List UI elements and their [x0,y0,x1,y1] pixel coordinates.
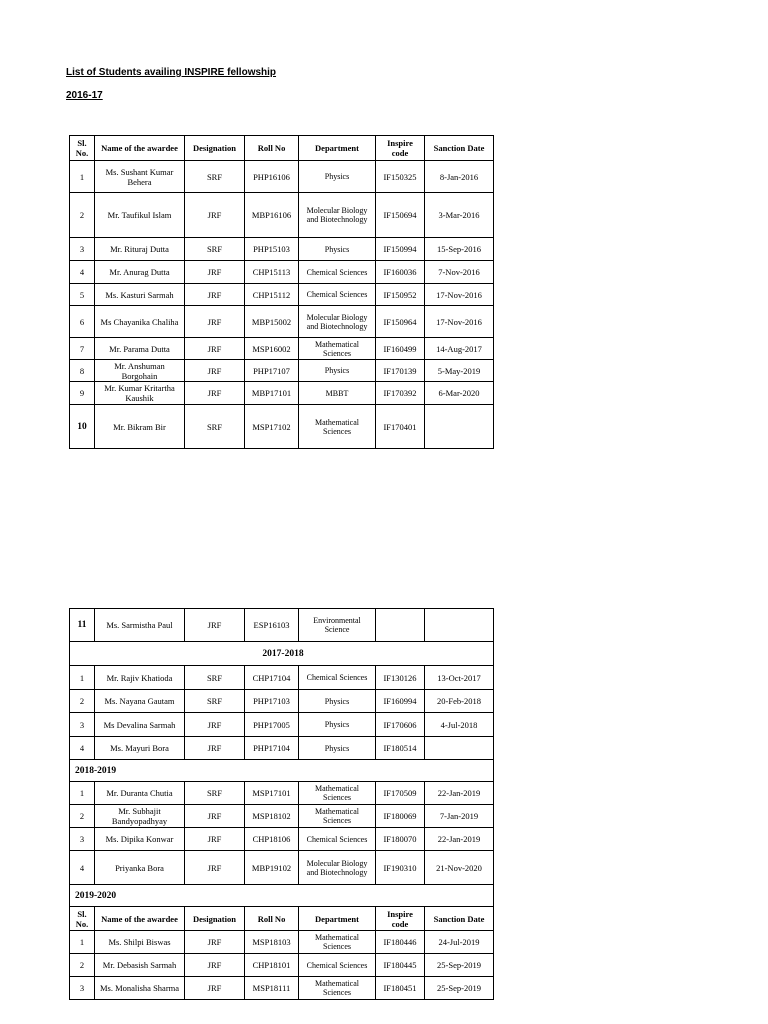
inspire-code-cell: IF160036 [376,261,425,284]
inspire-code-cell: IF130126 [376,666,425,690]
table-row [70,931,494,954]
table-row [70,737,494,760]
designation-cell: JRF [185,338,245,360]
fellowship-table-2016-17 [69,135,494,449]
sanction-date-cell: 8-Jan-2016 [425,161,494,193]
awardee-name-cell: Mr. Subhajit Bandyopadhyay [95,805,185,828]
designation-cell: SRF [185,690,245,713]
sanction-date-cell: 13-Oct-2017 [425,666,494,690]
table-row [70,805,494,828]
sanction-date-cell: 3-Mar-2016 [425,193,494,238]
department-cell: MBBT [299,382,376,405]
sanction-date-cell: 20-Feb-2018 [425,690,494,713]
roll-no-cell: PHP17005 [245,713,299,737]
designation-cell: SRF [185,238,245,261]
sanction-date-cell: 22-Jan-2019 [425,828,494,851]
document-title: List of Students availing INSPIRE fellowship [66,67,277,78]
roll-no-cell: MBP15002 [245,306,299,338]
department-cell: Physics [299,713,376,737]
awardee-name-cell: Ms. Kasturi Sarmah [95,284,185,306]
table-row [70,713,494,737]
department-cell: Physics [299,161,376,193]
designation-cell: JRF [185,382,245,405]
inspire-code-cell: IF160994 [376,690,425,713]
department-cell: Mathematical Sciences [299,405,376,449]
roll-no-cell: MSP18103 [245,931,299,954]
header-roll-no: Roll No [245,907,299,931]
sl-no-cell: 2 [70,954,95,977]
sl-no-cell: 1 [70,161,95,193]
awardee-name-cell: Mr. Bikram Bir [95,405,185,449]
sl-no-cell: 1 [70,931,95,954]
table-row [70,382,494,405]
sanction-date-cell [425,405,494,449]
table-row [70,405,494,449]
sl-no-cell: 1 [70,666,95,690]
inspire-code-cell: IF180445 [376,954,425,977]
designation-cell: JRF [185,954,245,977]
sl-no-cell: 10 [70,405,95,449]
roll-no-cell: CHP18101 [245,954,299,977]
roll-no-cell: MSP16002 [245,338,299,360]
inspire-code-cell: IF170401 [376,405,425,449]
section-heading: 2019-2020 [70,885,494,907]
table-row [70,338,494,360]
sl-no-cell: 3 [70,828,95,851]
roll-no-cell: PHP17107 [245,360,299,382]
awardee-name-cell: Ms Devalina Sarmah [95,713,185,737]
awardee-name-cell: Mr. Rajiv Khatioda [95,666,185,690]
awardee-name-cell: Mr. Parama Dutta [95,338,185,360]
sl-no-cell: 3 [70,238,95,261]
awardee-name-cell: Mr. Debasish Sarmah [95,954,185,977]
designation-cell: JRF [185,977,245,1000]
awardee-name-cell: Priyanka Bora [95,851,185,885]
awardee-name-cell: Mr. Rituraj Dutta [95,238,185,261]
inspire-code-cell: IF150694 [376,193,425,238]
table-row [70,690,494,713]
header-roll-no: Roll No [245,136,299,161]
header-sl-no: Sl. No. [70,907,95,931]
inspire-code-cell: IF180069 [376,805,425,828]
department-cell: Molecular Biology and Biotechnology [299,306,376,338]
department-cell: Chemical Sciences [299,828,376,851]
table-row [70,782,494,805]
awardee-name-cell: Mr. Taufikul Islam [95,193,185,238]
department-cell: Mathematical Sciences [299,805,376,828]
sanction-date-cell: 25-Sep-2019 [425,977,494,1000]
designation-cell: JRF [185,360,245,382]
designation-cell: JRF [185,306,245,338]
department-cell: Mathematical Sciences [299,782,376,805]
inspire-code-cell [376,609,425,642]
header-designation: Designation [185,136,245,161]
designation-cell: SRF [185,161,245,193]
header-inspire-code: Inspire code [376,907,425,931]
inspire-code-cell: IF180514 [376,737,425,760]
sl-no-cell: 7 [70,338,95,360]
awardee-name-cell: Ms. Mayuri Bora [95,737,185,760]
table-row [70,284,494,306]
sanction-date-cell [425,609,494,642]
roll-no-cell: MSP17102 [245,405,299,449]
awardee-name-cell: Ms. Dipika Konwar [95,828,185,851]
sanction-date-cell: 6-Mar-2020 [425,382,494,405]
section-row [70,760,494,782]
awardee-name-cell: Mr. Anurag Dutta [95,261,185,284]
awardee-name-cell: Ms. Nayana Gautam [95,690,185,713]
department-cell: Molecular Biology and Biotechnology [299,851,376,885]
table-row [70,261,494,284]
sanction-date-cell: 17-Nov-2016 [425,284,494,306]
table-row [70,193,494,238]
header-name: Name of the awardee [95,907,185,931]
sanction-date-cell: 14-Aug-2017 [425,338,494,360]
header-designation: Designation [185,907,245,931]
designation-cell: SRF [185,782,245,805]
table-row [70,238,494,261]
inspire-code-cell: IF150952 [376,284,425,306]
department-cell: Physics [299,737,376,760]
section-row [70,642,494,666]
department-cell: Mathematical Sciences [299,931,376,954]
header-sanction-date: Sanction Date [425,136,494,161]
department-cell: Chemical Sciences [299,954,376,977]
awardee-name-cell: Mr. Kumar Kritartha Kaushik [95,382,185,405]
table-row [70,306,494,338]
sanction-date-cell: 15-Sep-2016 [425,238,494,261]
sl-no-cell: 2 [70,805,95,828]
roll-no-cell: CHP18106 [245,828,299,851]
designation-cell: JRF [185,805,245,828]
header-department: Department [299,136,376,161]
header-department: Department [299,907,376,931]
inspire-code-cell: IF150994 [376,238,425,261]
table-row [70,609,494,642]
designation-cell: SRF [185,666,245,690]
sanction-date-cell [425,737,494,760]
sl-no-cell: 3 [70,977,95,1000]
roll-no-cell: MBP17101 [245,382,299,405]
designation-cell: JRF [185,284,245,306]
department-cell: Physics [299,690,376,713]
section-heading: 2017-2018 [70,642,494,666]
sanction-date-cell: 7-Jan-2019 [425,805,494,828]
designation-cell: JRF [185,609,245,642]
inspire-code-cell: IF170139 [376,360,425,382]
designation-cell: JRF [185,713,245,737]
inspire-code-cell: IF190310 [376,851,425,885]
designation-cell: JRF [185,828,245,851]
awardee-name-cell: Ms Chayanika Chaliha [95,306,185,338]
section-row [70,885,494,907]
header-name: Name of the awardee [95,136,185,161]
sl-no-cell: 3 [70,713,95,737]
table-header-row [70,136,494,161]
sanction-date-cell: 5-May-2019 [425,360,494,382]
sl-no-cell: 1 [70,782,95,805]
roll-no-cell: PHP17104 [245,737,299,760]
fellowship-table-continued [69,608,494,1000]
roll-no-cell: MSP17101 [245,782,299,805]
roll-no-cell: MSP18111 [245,977,299,1000]
sanction-date-cell: 17-Nov-2016 [425,306,494,338]
table-row [70,977,494,1000]
roll-no-cell: MBP19102 [245,851,299,885]
sanction-date-cell: 24-Jul-2019 [425,931,494,954]
table-row [70,666,494,690]
roll-no-cell: PHP16106 [245,161,299,193]
header-inspire-code: Inspire code [376,136,425,161]
department-cell: Mathematical Sciences [299,338,376,360]
awardee-name-cell: Ms. Sushant Kumar Behera [95,161,185,193]
sl-no-cell: 9 [70,382,95,405]
awardee-name-cell: Ms. Monalisha Sharma [95,977,185,1000]
inspire-code-cell: IF180451 [376,977,425,1000]
sl-no-cell: 11 [70,609,95,642]
sl-no-cell: 4 [70,261,95,284]
awardee-name-cell: Mr. Duranta Chutia [95,782,185,805]
table-header-row [70,907,494,931]
section-heading: 2018-2019 [70,760,494,782]
awardee-name-cell: Ms. Sarmistha Paul [95,609,185,642]
roll-no-cell: CHP15113 [245,261,299,284]
inspire-code-cell: IF180446 [376,931,425,954]
inspire-code-cell: IF170606 [376,713,425,737]
roll-no-cell: CHP15112 [245,284,299,306]
table-row [70,161,494,193]
table-row [70,851,494,885]
inspire-code-cell: IF150325 [376,161,425,193]
sl-no-cell: 2 [70,193,95,238]
sl-no-cell: 5 [70,284,95,306]
department-cell: Physics [299,238,376,261]
department-cell: Chemical Sciences [299,666,376,690]
header-sl-no: Sl. No. [70,136,95,161]
sanction-date-cell: 4-Jul-2018 [425,713,494,737]
designation-cell: JRF [185,737,245,760]
department-cell: Physics [299,360,376,382]
designation-cell: JRF [185,261,245,284]
sl-no-cell: 4 [70,851,95,885]
sanction-date-cell: 21-Nov-2020 [425,851,494,885]
table-row [70,828,494,851]
sanction-date-cell: 7-Nov-2016 [425,261,494,284]
header-sanction-date: Sanction Date [425,907,494,931]
sl-no-cell: 4 [70,737,95,760]
sl-no-cell: 8 [70,360,95,382]
department-cell: Chemical Sciences [299,284,376,306]
table-row [70,360,494,382]
roll-no-cell: ESP16103 [245,609,299,642]
sanction-date-cell: 22-Jan-2019 [425,782,494,805]
roll-no-cell: PHP17103 [245,690,299,713]
awardee-name-cell: Ms. Shilpi Biswas [95,931,185,954]
department-cell: Environmental Science [299,609,376,642]
sl-no-cell: 2 [70,690,95,713]
inspire-code-cell: IF160499 [376,338,425,360]
inspire-code-cell: IF150964 [376,306,425,338]
year-heading: 2016-17 [66,90,103,101]
designation-cell: JRF [185,931,245,954]
department-cell: Chemical Sciences [299,261,376,284]
roll-no-cell: CHP17104 [245,666,299,690]
designation-cell: SRF [185,405,245,449]
sl-no-cell: 6 [70,306,95,338]
roll-no-cell: MSP18102 [245,805,299,828]
department-cell: Mathematical Sciences [299,977,376,1000]
designation-cell: JRF [185,851,245,885]
department-cell: Molecular Biology and Biotechnology [299,193,376,238]
inspire-code-cell: IF170392 [376,382,425,405]
inspire-code-cell: IF170509 [376,782,425,805]
designation-cell: JRF [185,193,245,238]
inspire-code-cell: IF180070 [376,828,425,851]
roll-no-cell: MBP16106 [245,193,299,238]
awardee-name-cell: Mr. Anshuman Borgohain [95,360,185,382]
table-row [70,954,494,977]
roll-no-cell: PHP15103 [245,238,299,261]
sanction-date-cell: 25-Sep-2019 [425,954,494,977]
